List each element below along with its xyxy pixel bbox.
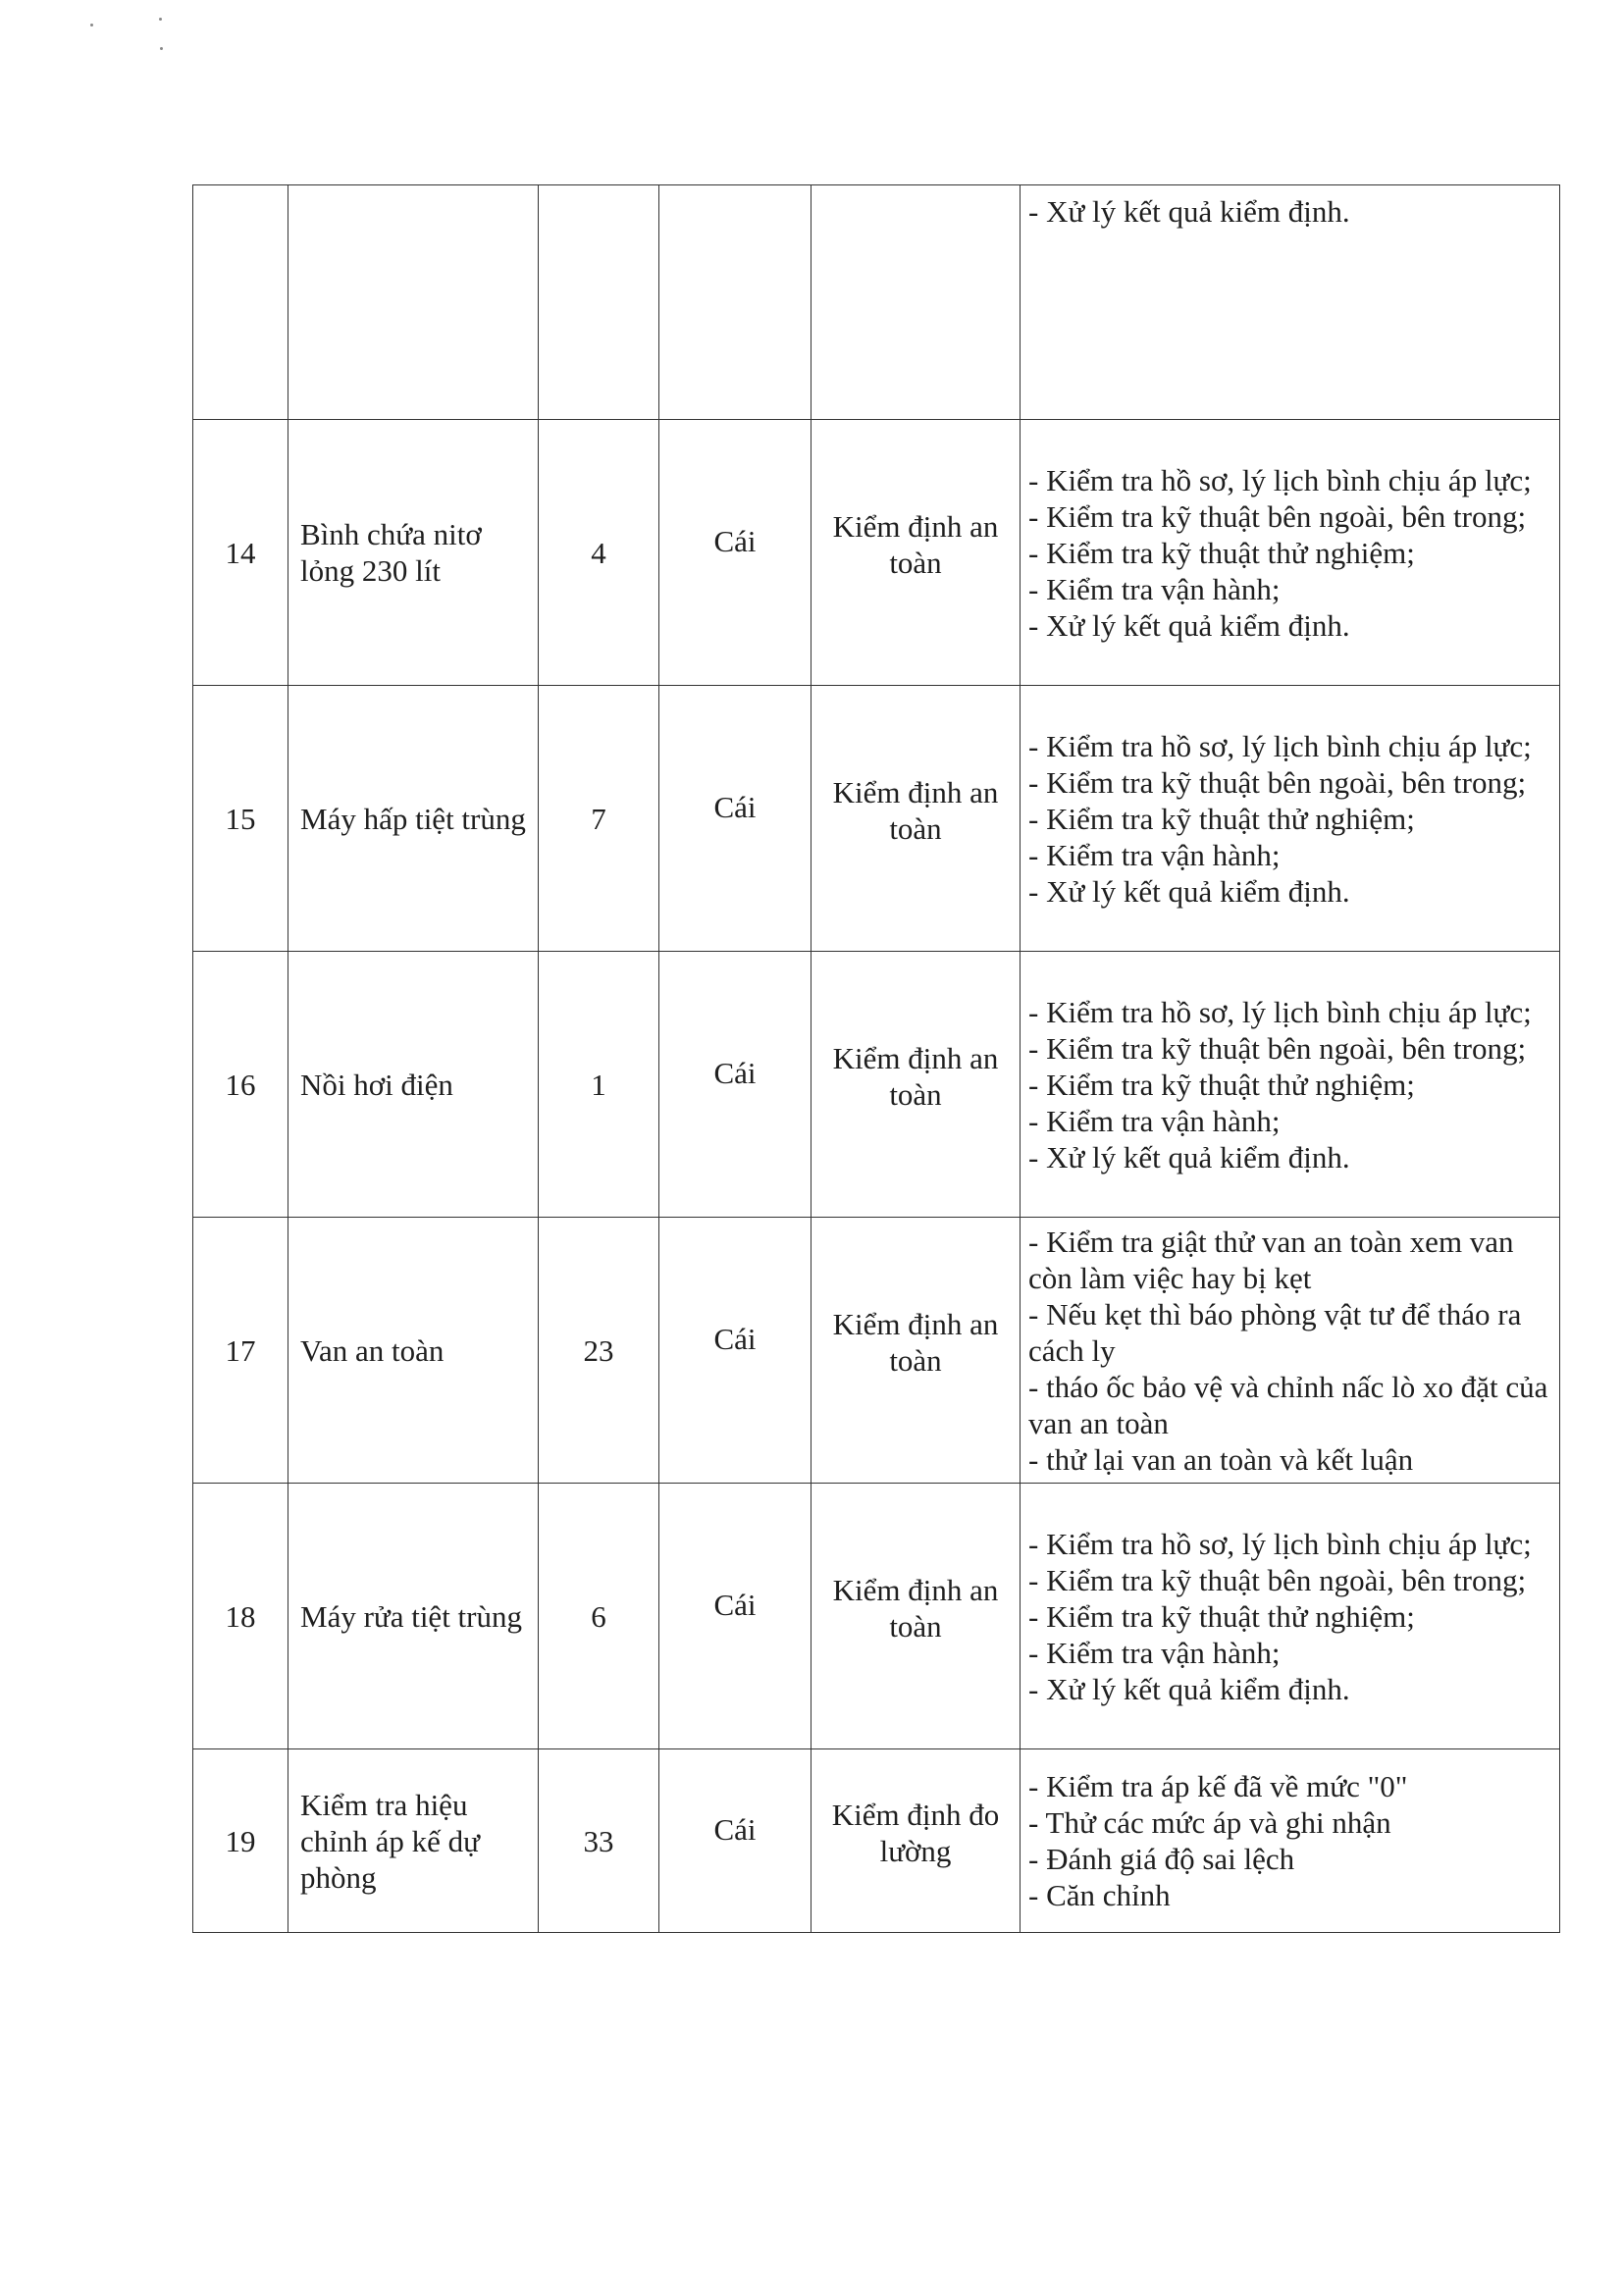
unit-cell bbox=[659, 420, 812, 686]
type-text: Kiểm định an toàn bbox=[832, 1573, 999, 1644]
unit-text: Cái bbox=[713, 523, 757, 558]
type-text: Kiểm định đo lường bbox=[831, 1798, 1000, 1868]
work-line: - Thử các mức áp và ghi nhận bbox=[1028, 1805, 1391, 1840]
unit-cell bbox=[659, 686, 812, 952]
work-line: - Kiểm tra kỹ thuật thử nghiệm; bbox=[1028, 801, 1415, 836]
qty-cell: 33 bbox=[539, 1749, 659, 1933]
stt-cell: 19 bbox=[193, 1749, 288, 1933]
work-line: - Nếu kẹt thì báo phòng vật tư để tháo ra cách ly bbox=[1028, 1296, 1522, 1368]
unit-cell bbox=[659, 952, 812, 1218]
table-row bbox=[193, 420, 1560, 686]
name-cell: Nồi hơi điện bbox=[288, 952, 539, 1218]
work-line: - Kiểm tra kỹ thuật thử nghiệm; bbox=[1028, 1067, 1415, 1102]
type-cell bbox=[812, 1749, 1021, 1933]
work-line: - Kiểm tra hồ sơ, lý lịch bình chịu áp lực; bbox=[1028, 1526, 1532, 1561]
qty-cell: 23 bbox=[539, 1218, 659, 1484]
table-row bbox=[193, 686, 1560, 952]
unit-cell bbox=[659, 1218, 812, 1484]
work-line: - Kiểm tra kỹ thuật bên ngoài, bên trong; bbox=[1028, 1562, 1527, 1597]
type-text: Kiểm định an toàn bbox=[832, 1307, 999, 1378]
work-line: - Xử lý kết quả kiểm định. bbox=[1028, 873, 1350, 909]
unit-text: Cái bbox=[713, 1587, 757, 1622]
name-cell bbox=[288, 185, 539, 420]
work-cell bbox=[1021, 952, 1560, 1218]
work-line: - Kiểm tra kỹ thuật thử nghiệm; bbox=[1028, 535, 1415, 570]
unit-cell bbox=[659, 185, 812, 420]
name-cell: Kiểm tra hiệu chỉnh áp kế dự phòng bbox=[288, 1749, 539, 1933]
unit-cell bbox=[659, 1484, 812, 1749]
type-text: Kiểm định an toàn bbox=[832, 1041, 999, 1112]
unit-text: Cái bbox=[713, 1321, 757, 1356]
work-cell bbox=[1021, 1484, 1560, 1749]
work-line: - Kiểm tra kỹ thuật bên ngoài, bên trong; bbox=[1028, 1030, 1527, 1066]
name-cell: Bình chứa nitơ lỏng 230 lít bbox=[288, 420, 539, 686]
qty-cell: 1 bbox=[539, 952, 659, 1218]
stt-cell: 17 bbox=[193, 1218, 288, 1484]
qty-cell: 4 bbox=[539, 420, 659, 686]
work-line: - Kiểm tra kỹ thuật thử nghiệm; bbox=[1028, 1598, 1415, 1634]
stt-cell: 15 bbox=[193, 686, 288, 952]
work-line: - Xử lý kết quả kiểm định. bbox=[1028, 1671, 1350, 1706]
type-cell bbox=[812, 1484, 1021, 1749]
table-row bbox=[193, 1749, 1560, 1933]
table-row bbox=[193, 1484, 1560, 1749]
stt-cell: 14 bbox=[193, 420, 288, 686]
type-text: Kiểm định an toàn bbox=[832, 775, 999, 846]
work-line: - Kiểm tra vận hành; bbox=[1028, 1103, 1281, 1138]
stt-cell: 18 bbox=[193, 1484, 288, 1749]
work-line: - Kiểm tra kỹ thuật bên ngoài, bên trong; bbox=[1028, 764, 1527, 800]
work-line: - thử lại van an toàn và kết luận bbox=[1028, 1441, 1414, 1477]
work-line: - Căn chỉnh bbox=[1028, 1878, 1171, 1912]
unit-text: Cái bbox=[713, 789, 757, 824]
scan-marks bbox=[88, 18, 177, 67]
work-line: - Kiểm tra áp kế đã về mức "0" bbox=[1028, 1769, 1408, 1803]
name-cell: Máy hấp tiệt trùng bbox=[288, 686, 539, 952]
qty-cell bbox=[539, 185, 659, 420]
work-line: - Kiểm tra vận hành; bbox=[1028, 837, 1281, 872]
type-cell bbox=[812, 1218, 1021, 1484]
table-row bbox=[193, 1218, 1560, 1484]
work-line: - Kiểm tra hồ sơ, lý lịch bình chịu áp lực; bbox=[1028, 462, 1532, 497]
work-line: - Xử lý kết quả kiểm định. bbox=[1028, 1139, 1350, 1174]
work-line: - Kiểm tra vận hành; bbox=[1028, 1635, 1281, 1670]
work-line: - Kiểm tra kỹ thuật bên ngoài, bên trong; bbox=[1028, 498, 1527, 534]
inspection-table bbox=[192, 184, 1560, 1933]
work-line: - Kiểm tra vận hành; bbox=[1028, 571, 1281, 606]
work-cell bbox=[1021, 185, 1560, 420]
type-cell bbox=[812, 185, 1021, 420]
work-line: - Kiểm tra giật thử van an toàn xem van còn làm việc hay bị kẹt bbox=[1028, 1224, 1514, 1295]
stt-cell bbox=[193, 185, 288, 420]
work-line: - Kiểm tra hồ sơ, lý lịch bình chịu áp lực; bbox=[1028, 728, 1532, 763]
work-cell bbox=[1021, 686, 1560, 952]
work-line: - tháo ốc bảo vệ và chỉnh nấc lò xo đặt của van an toàn bbox=[1028, 1369, 1548, 1440]
work-cell bbox=[1021, 1749, 1560, 1933]
table-row bbox=[193, 952, 1560, 1218]
work-line: - Xử lý kết quả kiểm định. bbox=[1028, 194, 1350, 229]
unit-cell bbox=[659, 1749, 812, 1933]
name-cell: Van an toàn bbox=[288, 1218, 539, 1484]
type-cell bbox=[812, 420, 1021, 686]
unit-text: Cái bbox=[713, 1811, 757, 1847]
work-line: - Kiểm tra hồ sơ, lý lịch bình chịu áp lực; bbox=[1028, 994, 1532, 1029]
stt-cell: 16 bbox=[193, 952, 288, 1218]
work-cell bbox=[1021, 1218, 1560, 1484]
qty-cell: 7 bbox=[539, 686, 659, 952]
work-cell bbox=[1021, 420, 1560, 686]
work-line: - Đánh giá độ sai lệch bbox=[1028, 1842, 1295, 1876]
type-text: Kiểm định an toàn bbox=[832, 509, 999, 580]
qty-cell: 6 bbox=[539, 1484, 659, 1749]
type-cell bbox=[812, 686, 1021, 952]
name-cell: Máy rửa tiệt trùng bbox=[288, 1484, 539, 1749]
type-cell bbox=[812, 952, 1021, 1218]
work-line: - Xử lý kết quả kiểm định. bbox=[1028, 607, 1350, 643]
unit-text: Cái bbox=[713, 1055, 757, 1090]
table-row-continued bbox=[193, 185, 1560, 420]
